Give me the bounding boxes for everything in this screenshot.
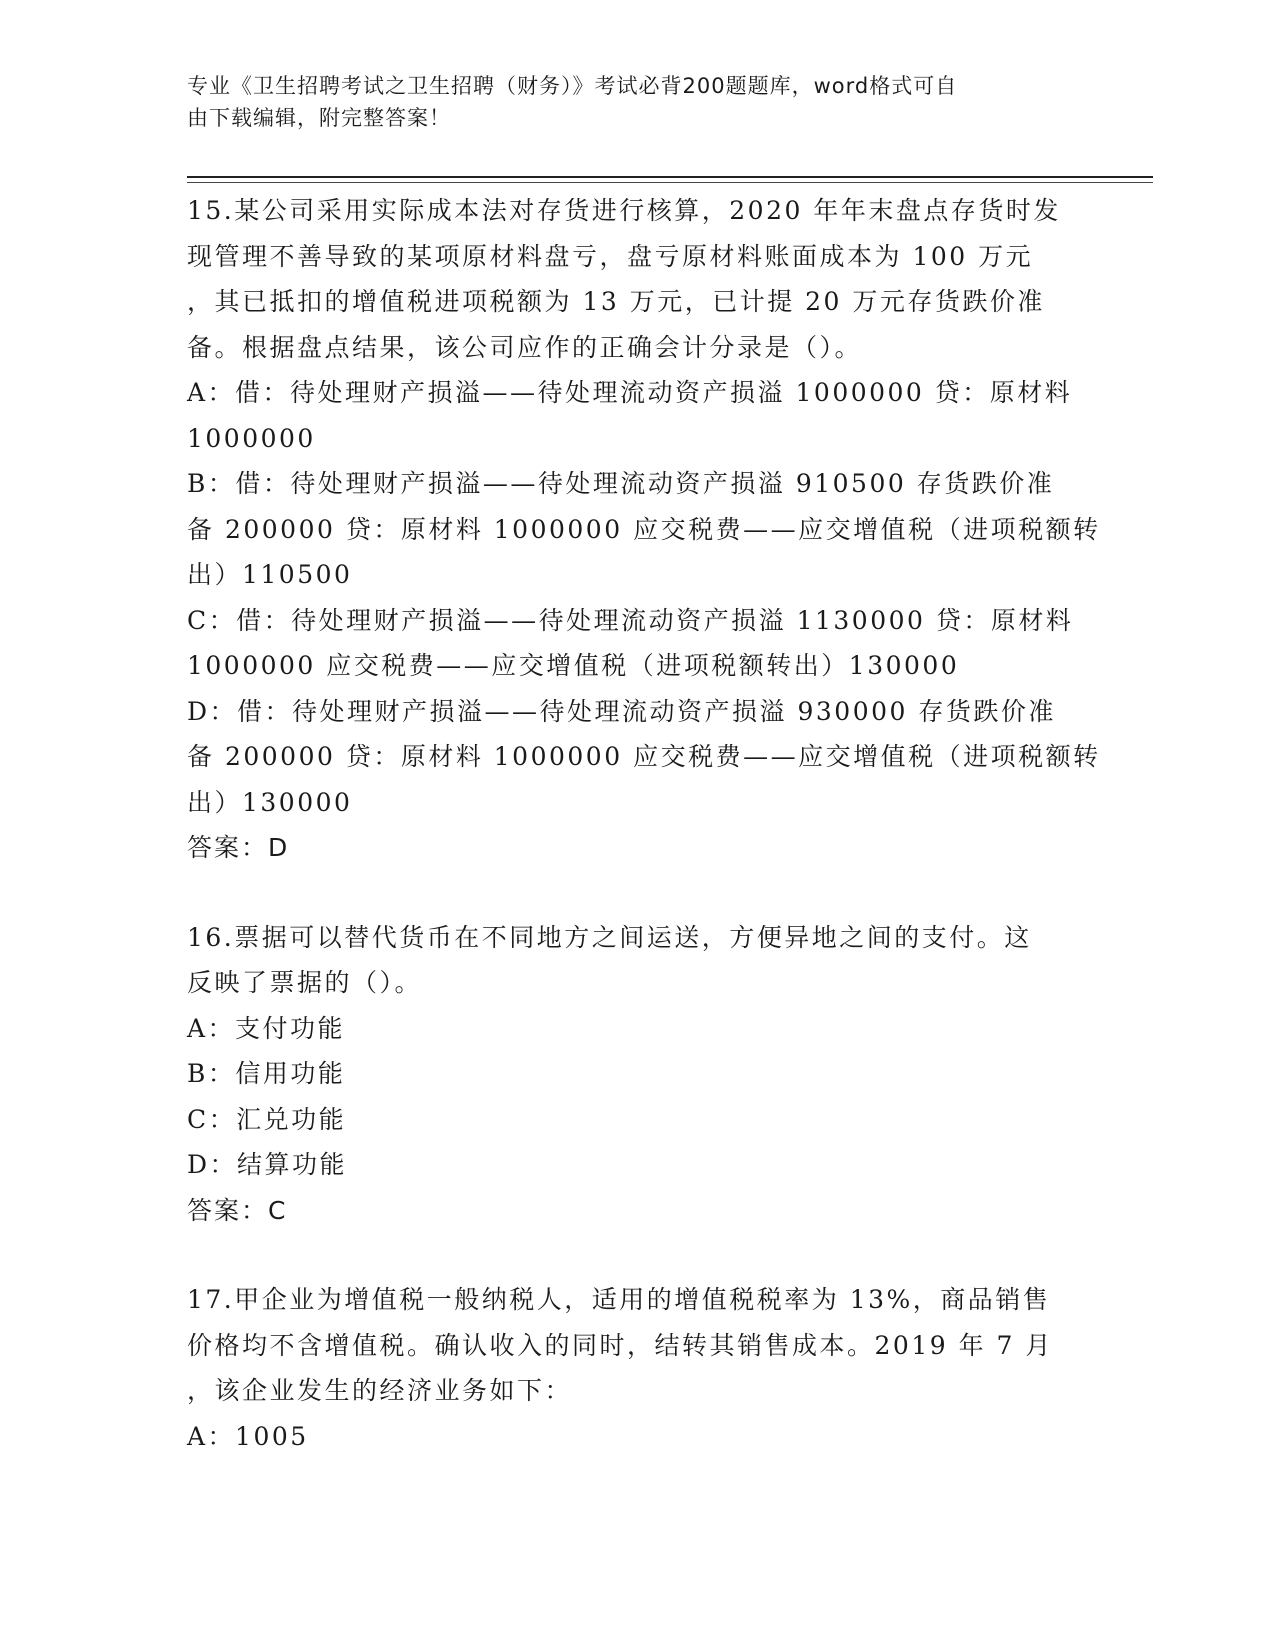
question-block — [187, 1277, 1087, 1459]
question-line: 15.某公司采用实际成本法对存货进行核算，2020 年年末盘点存货时发 — [187, 196, 1061, 225]
question-block — [187, 188, 1101, 871]
document-header — [187, 70, 1067, 134]
answer-line: 答案：C — [187, 1195, 288, 1225]
header-line-1: 专业《卫生招聘考试之卫生招聘（财务）》考试必背200题题库，word格式可自 — [187, 74, 958, 98]
question-line: C：汇兑功能 — [187, 1104, 347, 1134]
question-line: 反映了票据的（）。 — [187, 968, 423, 997]
answer-line: 答案：D — [187, 833, 290, 862]
question-line: B：信用功能 — [187, 1059, 346, 1088]
question-line: B：借：待处理财产损溢——待处理流动资产损溢 910500 存货跌价准 — [187, 469, 1055, 498]
question-line: 备 200000 贷：原材料 1000000 应交税费——应交增值税（进项税额转 — [187, 514, 1101, 544]
question-line: 1000000 应交税费——应交增值税（进项税额转出）130000 — [187, 651, 960, 680]
question-line: D：借：待处理财产损溢——待处理流动资产损溢 930000 存货跌价准 — [187, 696, 1056, 726]
question-line: A：支付功能 — [187, 1013, 346, 1043]
question-line: 备 200000 贷：原材料 1000000 应交税费——应交增值税（进项税额转 — [187, 742, 1101, 771]
question-line: A：借：待处理财产损溢——待处理流动资产损溢 1000000 贷：原材料 — [187, 378, 1073, 407]
question-line: 出）110500 — [187, 560, 353, 589]
header-divider-thin — [187, 182, 1153, 183]
question-line: D：结算功能 — [187, 1150, 348, 1179]
question-line: 现管理不善导致的某项原材料盘亏，盘亏原材料账面成本为 100 万元 — [187, 241, 1034, 271]
question-line: 16.票据可以替代货币在不同地方之间运送，方便异地之间的支付。这 — [187, 922, 1032, 952]
question-line: 价格均不含增值税。确认收入的同时，结转其销售成本。2019 年 7 月 — [187, 1330, 1053, 1360]
question-line: C：借：待处理财产损溢——待处理流动资产损溢 1130000 贷：原材料 — [187, 605, 1074, 635]
header-line-2: 由下载编辑，附完整答案！ — [187, 106, 451, 130]
question-line: A：1005 — [187, 1421, 309, 1451]
question-line: 出）130000 — [187, 787, 353, 817]
question-line: ，该企业发生的经济业务如下： — [187, 1376, 573, 1405]
question-line: 1000000 — [187, 423, 316, 453]
question-block — [187, 915, 1087, 1234]
question-line: 17.甲企业为增值税一般纳税人，适用的增值税税率为 13%，商品销售 — [187, 1285, 1051, 1314]
header-divider-thick — [187, 176, 1153, 178]
question-line: ，其已抵扣的增值税进项税额为 13 万元，已计提 20 万元存货跌价准 — [187, 287, 1045, 316]
question-line: 备。根据盘点结果，该公司应作的正确会计分录是（）。 — [187, 332, 863, 362]
question-list — [187, 188, 1101, 1503]
